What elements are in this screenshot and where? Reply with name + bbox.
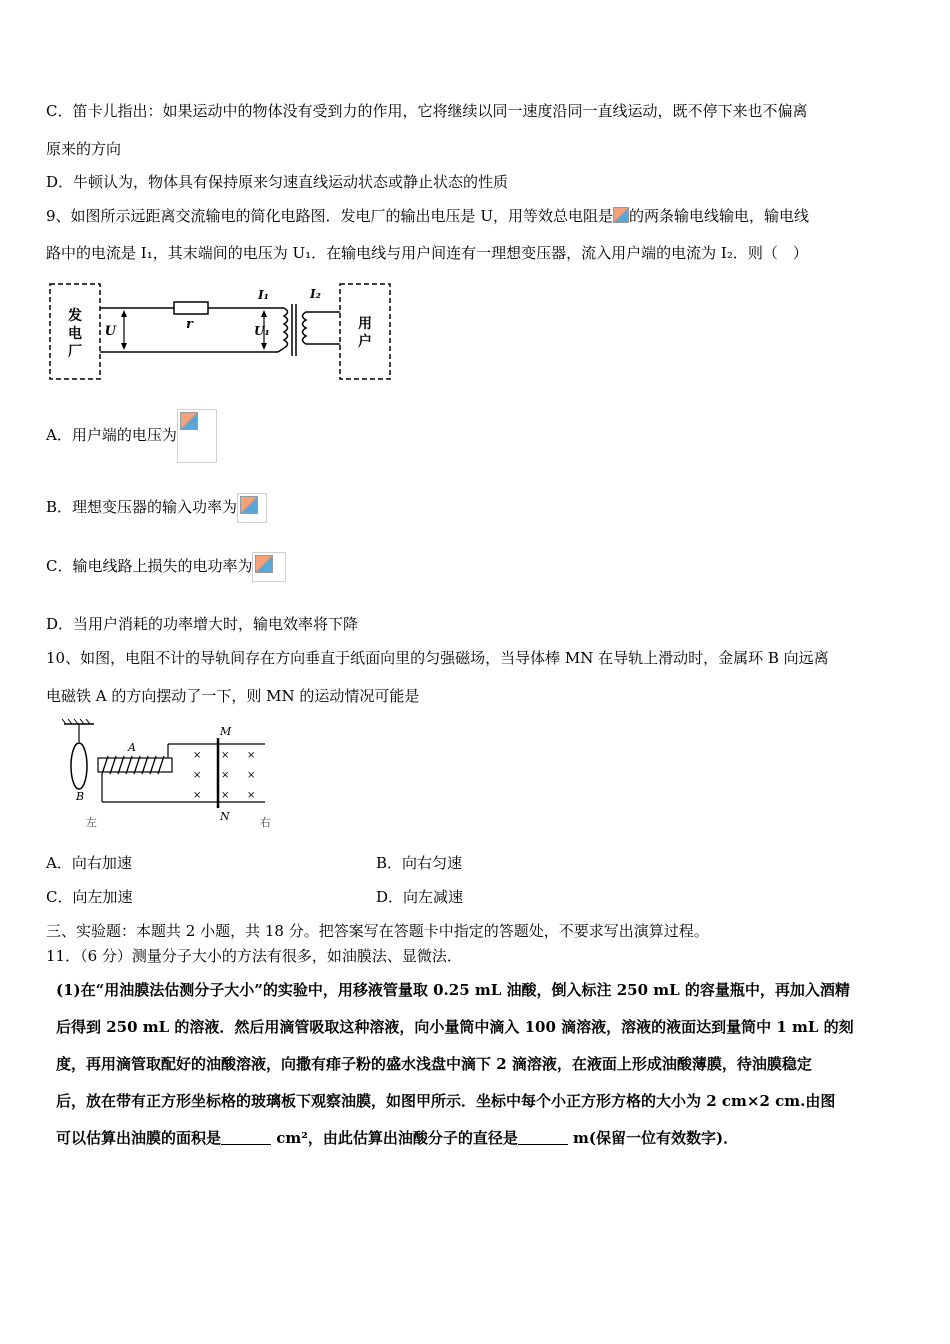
q9-circuit-diagram — [46, 280, 396, 384]
ring-B — [71, 743, 87, 789]
q9-stem-line2: 路中的电流是 I₁，其末端间的电压为 U₁．在输电线与用户间连有一理想变压器，流入用户端的电流为 I₂．则（ ） — [46, 244, 808, 262]
label-r: r — [186, 317, 193, 332]
q9-option-a — [46, 408, 217, 463]
q9-stem-part1: 9、如图所示远距离交流输电的简化电路图．发电厂的输出电压是 U，用等效总电阻是 — [46, 207, 613, 225]
q11-p5-text-1: 可以估算出油膜的面积是 — [56, 1129, 222, 1147]
field-cross: × — [193, 770, 202, 781]
label-A: A — [128, 741, 136, 754]
q9-option-b-text: B．理想变压器的输入功率为 — [46, 498, 238, 516]
field-cross: × — [247, 770, 256, 781]
q9-stem-part2: 的两条输电线输电，输电线 — [628, 207, 809, 225]
label-I1: I₁ — [258, 288, 269, 302]
power-plant-label-2: 电 — [68, 326, 82, 342]
label-M: M — [220, 725, 232, 738]
formula-image-b — [237, 493, 267, 523]
label-U1: U₁ — [254, 324, 270, 338]
q10-option-a: A．向右加速 — [46, 854, 132, 872]
q11-p3: 度，再用滴管取配好的油酸溶液，向撒有痱子粉的盛水浅盘中滴下 2 滴溶液，在液面上形成油酸薄膜，待油膜稳定 — [56, 1055, 812, 1073]
q11-stem: 11．（6 分）测量分子大小的方法有很多，如油膜法、显微法． — [46, 947, 462, 965]
label-U: U — [104, 324, 116, 339]
q10-diagram — [60, 718, 280, 830]
formula-image-icon — [613, 207, 629, 223]
field-cross: × — [221, 770, 230, 781]
q9-option-d: D．当用户消耗的功率增大时，输电效率将下降 — [46, 615, 359, 633]
label-I2: I₂ — [310, 287, 321, 301]
q11-p1: (1)在“用油膜法估测分子大小”的实验中，用移液管量取 0.25 mL 油酸，倒入标注 250 mL 的容量瓶中，再加入酒精 — [56, 981, 850, 999]
q10-stem-line1: 10、如图，电阻不计的导轨间存在方向垂直于纸面向里的匀强磁场，当导体棒 MN 在导轨上滑动时，金属环 B 向远离 — [46, 649, 829, 667]
label-B: B — [76, 790, 85, 803]
label-right: 右 — [260, 816, 271, 829]
broken-image-icon — [180, 412, 198, 430]
q10-option-c: C．向左加速 — [46, 888, 133, 906]
label-N: N — [220, 810, 230, 823]
q10-option-b: B．向右匀速 — [376, 854, 463, 872]
user-label-2: 户 — [358, 334, 372, 350]
field-cross: × — [193, 750, 202, 761]
user-label-1: 用 — [358, 316, 372, 332]
field-cross: × — [221, 750, 230, 761]
q8-option-d: D．牛顿认为，物体具有保持原来匀速直线运动状态或静止状态的性质 — [46, 173, 509, 191]
q9-option-a-text: A．用户端的电压为 — [46, 426, 177, 444]
answer-blank-area[interactable] — [221, 1130, 271, 1145]
q11-p4: 后，放在带有正方形坐标格的玻璃板下观察油膜，如图甲所示．坐标中每个小正方形方格的大小为 2 cm×2 cm.由图 — [56, 1092, 836, 1110]
resistor-r — [174, 302, 208, 314]
broken-image-icon — [255, 555, 273, 573]
q8-option-c: C．笛卡儿指出：如果运动中的物体没有受到力的作用，它将继续以同一速度沿同一直线运动，既不停下来也不偏离 — [46, 102, 808, 120]
formula-image-a — [177, 409, 217, 463]
section-3-heading: 三、实验题：本题共 2 小题，共 18 分。把答案写在答题卡中指定的答题处，不要求写出演算过程。 — [46, 922, 709, 940]
q10-stem-line2: 电磁铁 A 的方向摆动了一下，则 MN 的运动情况可能是 — [46, 687, 420, 705]
formula-image-c — [252, 552, 286, 582]
power-plant-label-3: 厂 — [68, 344, 82, 360]
broken-image-icon — [240, 496, 258, 514]
q9-option-b — [46, 492, 267, 523]
label-left: 左 — [86, 816, 97, 829]
q9-option-c-text: C．输电线路上损失的电功率为 — [46, 557, 253, 575]
q11-p5-text-3: m(保留一位有效数字)． — [567, 1129, 739, 1147]
answer-blank-diameter[interactable] — [518, 1130, 568, 1145]
q9-stem-line1 — [46, 205, 809, 227]
q8-option-c-cont: 原来的方向 — [46, 140, 122, 158]
field-cross: × — [221, 790, 230, 801]
field-cross: × — [247, 790, 256, 801]
q11-p5 — [56, 1127, 738, 1149]
field-cross: × — [193, 790, 202, 801]
q9-option-c — [46, 551, 286, 582]
q10-option-d: D．向左减速 — [376, 888, 464, 906]
q11-p5-text-2: cm²，由此估算出油酸分子的直径是 — [271, 1129, 518, 1147]
field-cross: × — [247, 750, 256, 761]
q11-p2: 后得到 250 mL 的溶液．然后用滴管吸取这种溶液，向小量筒中滴入 100 滴溶液，溶液的液面达到量筒中 1 mL 的刻 — [56, 1018, 854, 1036]
power-plant-label-1: 发 — [68, 308, 82, 324]
